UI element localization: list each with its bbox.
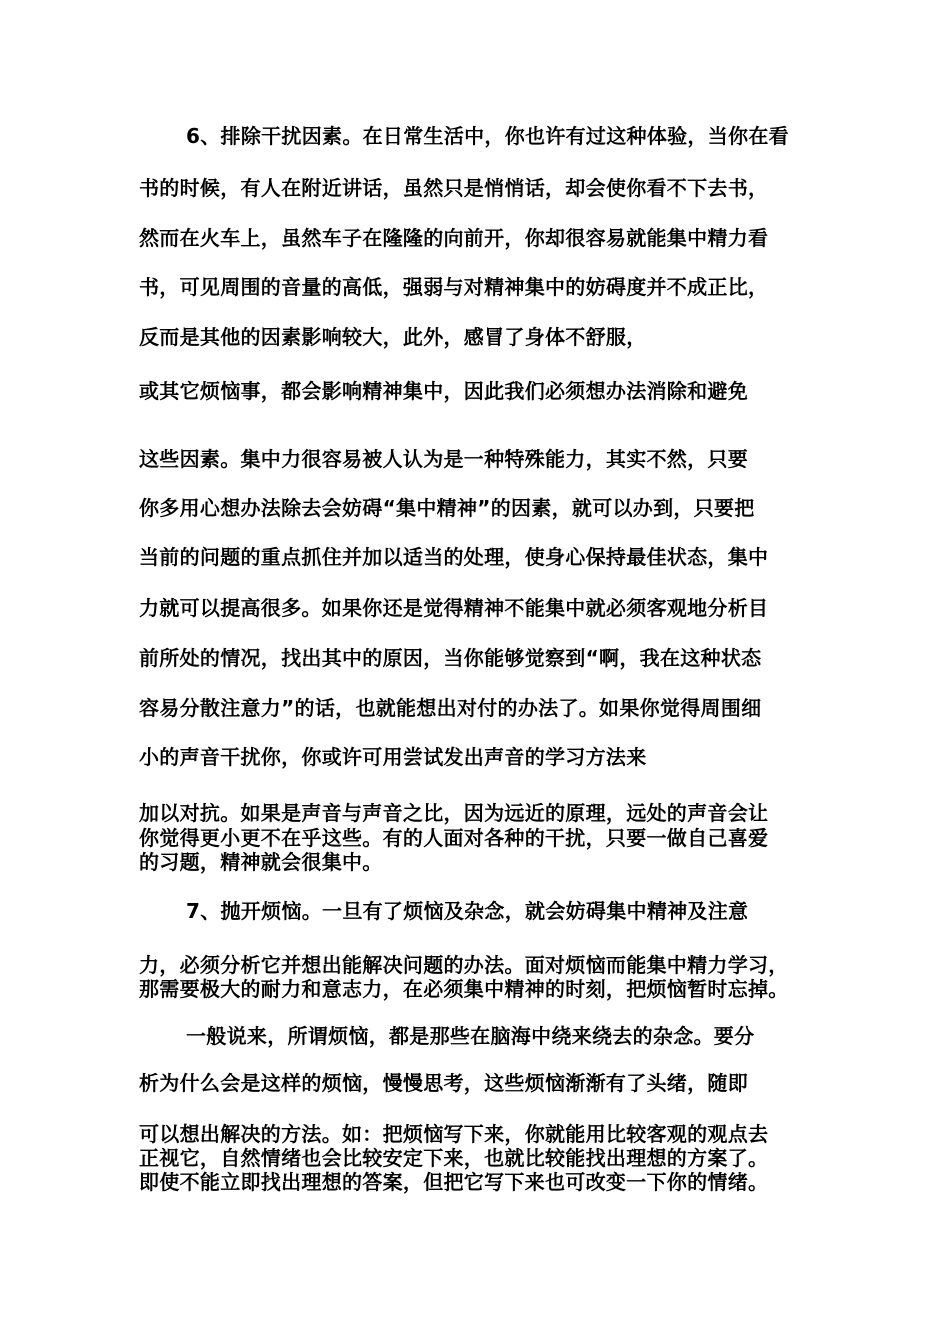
text-line: 7、抛开烦恼。一旦有了烦恼及杂念，就会妨碍集中精神及注意 <box>186 899 749 923</box>
text-line: 或其它烦恼事，都会影响精神集中，因此我们必须想办法消除和避免 <box>139 379 748 403</box>
text-line: 力，必须分析它并想出能解决问题的办法。面对烦恼而能集中精力学习， <box>139 953 789 977</box>
text-line: 书，可见周围的音量的高低，强弱与对精神集中的妨碍度并不成正比， <box>139 275 769 299</box>
text-line: 当前的问题的重点抓住并加以适当的处理，使身心保持最佳状态，集中 <box>139 545 769 569</box>
text-line: 加以对抗。如果是声音与声音之比，因为远近的原理，远处的声音会让 <box>139 801 769 825</box>
text-line: 一般说来，所谓烦恼，都是那些在脑海中绕来绕去的杂念。要分 <box>186 1024 755 1048</box>
text-line: 书的时候，有人在附近讲话，虽然只是悄悄话，却会使你看不下去书， <box>139 176 769 200</box>
text-line: 然而在火车上，虽然车子在隆隆的向前开，你却很容易就能集中精力看 <box>139 226 769 250</box>
text-line: 正视它，自然情绪也会比较安定下来，也就比较能找出理想的方案了。 <box>139 1146 769 1170</box>
text-line: 这些因素。集中力很容易被人认为是一种特殊能力，其实不然，只要 <box>139 447 748 471</box>
text-line: 6、排除干扰因素。在日常生活中，你也许有过这种体验，当你在看 <box>186 124 789 148</box>
text-line: 容易分散注意力”的话，也就能想出对付的办法了。如果你觉得周围细 <box>139 696 762 720</box>
text-line: 力就可以提高很多。如果你还是觉得精神不能集中就必须客观地分析目 <box>139 596 769 620</box>
text-line: 反而是其他的因素影响较大，此外，感冒了身体不舒服， <box>139 325 647 349</box>
text-line: 小的声音干扰你，你或许可用尝试发出声音的学习方法来 <box>139 745 647 769</box>
text-line: 你觉得更小更不在乎这些。有的人面对各种的干扰，只要一做自己喜爱 <box>139 826 769 850</box>
text-line: 前所处的情况，找出其中的原因，当你能够觉察到“啊，我在这种状态 <box>139 646 762 670</box>
text-line: 即使不能立即找出理想的答案，但把它写下来也可改变一下你的情绪。 <box>139 1170 769 1194</box>
text-line: 可以想出解决的方法。如：把烦恼写下来，你就能用比较客观的观点去 <box>139 1122 769 1146</box>
text-line: 你多用心想办法除去会妨碍“集中精神”的因素，就可以办到，只要把 <box>139 496 755 520</box>
text-line: 的习题，精神就会很集中。 <box>139 850 383 874</box>
text-line: 那需要极大的耐力和意志力，在必须集中精神的时刻，把烦恼暂时忘掉。 <box>139 977 789 1001</box>
text-line: 析为什么会是这样的烦恼，慢慢思考，这些烦恼渐渐有了头绪，随即 <box>139 1071 748 1095</box>
